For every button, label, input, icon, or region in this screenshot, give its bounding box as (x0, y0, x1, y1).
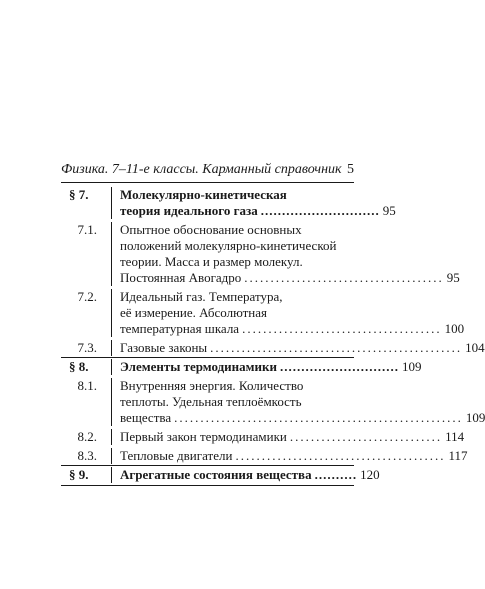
dot-leader: ............................ (280, 359, 399, 374)
toc-entry-page-number: 104 (465, 340, 485, 355)
toc-entry-page-number: 114 (445, 429, 465, 444)
toc-entry-title-line: её измерение. Абсолютная (120, 305, 268, 320)
toc-entry-leader-line (120, 359, 422, 375)
toc-entry-number: § 7. (69, 187, 89, 202)
toc-entry-page-number: 109 (402, 359, 422, 374)
toc-entry-title-line: положений молекулярно-кинетической (120, 238, 337, 253)
section-divider (61, 357, 354, 358)
toc-entry-leader-line (120, 410, 485, 426)
toc-entry-title (111, 448, 467, 464)
toc-entry-page-number: 120 (360, 467, 380, 482)
running-header (61, 160, 354, 180)
toc-entry-title-line: Идеальный газ. Температура, (120, 289, 283, 304)
running-header-title: Физика. 7–11-е классы. Карманный справочник (61, 162, 342, 177)
dot-leader: .......... (314, 467, 358, 482)
toc-entry-number: 8.1. (77, 378, 97, 393)
toc-entry-title-line: теплоты. Удельная теплоёмкость (120, 394, 302, 409)
toc-entry-leader-line (120, 467, 380, 483)
dot-leader: ................................................ (210, 340, 463, 355)
toc-entry-title-last-line: теория идеального газа (120, 203, 258, 218)
toc-entry-title-line: Молекулярно-кинетическая (120, 187, 287, 202)
dot-leader: ....................................................... (174, 410, 463, 425)
toc-subsection-entry (61, 426, 465, 445)
toc-entry-title-last-line: Газовые законы (120, 340, 208, 355)
toc-entry-leader-line (120, 270, 460, 286)
toc-entry-number: § 8. (69, 359, 89, 374)
dot-leader: ............................ (260, 203, 380, 218)
toc-entry-leader-line (120, 321, 464, 337)
toc-entry-title (111, 429, 464, 445)
toc-entry-leader-line (120, 429, 464, 445)
toc-entry-title-last-line: Тепловые двигатели (120, 448, 233, 463)
toc-entry-title-last-line: Элементы термодинамики (120, 359, 277, 374)
toc-entry-leader-line (120, 203, 396, 219)
toc-section-entry (61, 184, 396, 219)
dot-leader: ........................................ (235, 448, 446, 463)
bottom-rule (61, 485, 354, 486)
toc-subsection-entry (61, 286, 465, 337)
toc-entry-title (111, 359, 422, 375)
toc-entry-number: 7.3. (77, 340, 97, 355)
toc-entry-page-number: 117 (448, 448, 468, 463)
toc-entry-title (111, 378, 485, 426)
toc-entry-title (111, 340, 485, 356)
toc-entry-title (111, 187, 396, 219)
toc-entry-page-number: 95 (446, 270, 460, 285)
toc-entry-page-number: 95 (382, 203, 396, 218)
header-rule (61, 182, 354, 183)
toc-subsection-entry (61, 337, 485, 356)
toc-entry-page-number: 100 (444, 321, 465, 336)
toc-subsection-entry (61, 375, 485, 426)
toc-entry-number: § 9. (69, 467, 89, 482)
toc-entry-title (111, 467, 380, 483)
toc-entry-title (111, 222, 460, 286)
table-of-contents (61, 184, 485, 483)
dot-leader: ...................................... (242, 321, 442, 336)
toc-entry-leader-line (120, 340, 485, 356)
toc-entry-number: 7.1. (77, 222, 97, 237)
toc-entry-title-last-line: температурная шкала (120, 321, 240, 336)
toc-entry-page-number: 109 (465, 410, 485, 425)
toc-entry-title-line: Опытное обоснование основных (120, 222, 302, 237)
toc-subsection-entry (61, 219, 460, 286)
toc-section-entry (61, 356, 422, 375)
toc-entry-title-last-line: вещества (120, 410, 172, 425)
toc-entry-title-last-line: Агрегатные состояния вещества (120, 467, 312, 482)
toc-entry-title-last-line: Постоянная Авогадро (120, 270, 242, 285)
page-number: 5 (347, 162, 354, 177)
toc-entry-title-line: Внутренняя энергия. Количество (120, 378, 304, 393)
toc-entry-title (111, 289, 464, 337)
toc-entry-number: 8.3. (77, 448, 97, 463)
dot-leader: ............................. (289, 429, 443, 444)
toc-entry-number: 8.2. (77, 429, 97, 444)
toc-entry-title-last-line: Первый закон термодинамики (120, 429, 287, 444)
dot-leader: ...................................... (244, 270, 444, 285)
toc-entry-leader-line (120, 448, 467, 464)
toc-entry-number: 7.2. (77, 289, 97, 304)
toc-subsection-entry (61, 445, 468, 464)
toc-entry-title-line: теории. Масса и размер молекул. (120, 254, 303, 269)
toc-section-entry (61, 464, 380, 483)
section-divider (61, 465, 354, 466)
